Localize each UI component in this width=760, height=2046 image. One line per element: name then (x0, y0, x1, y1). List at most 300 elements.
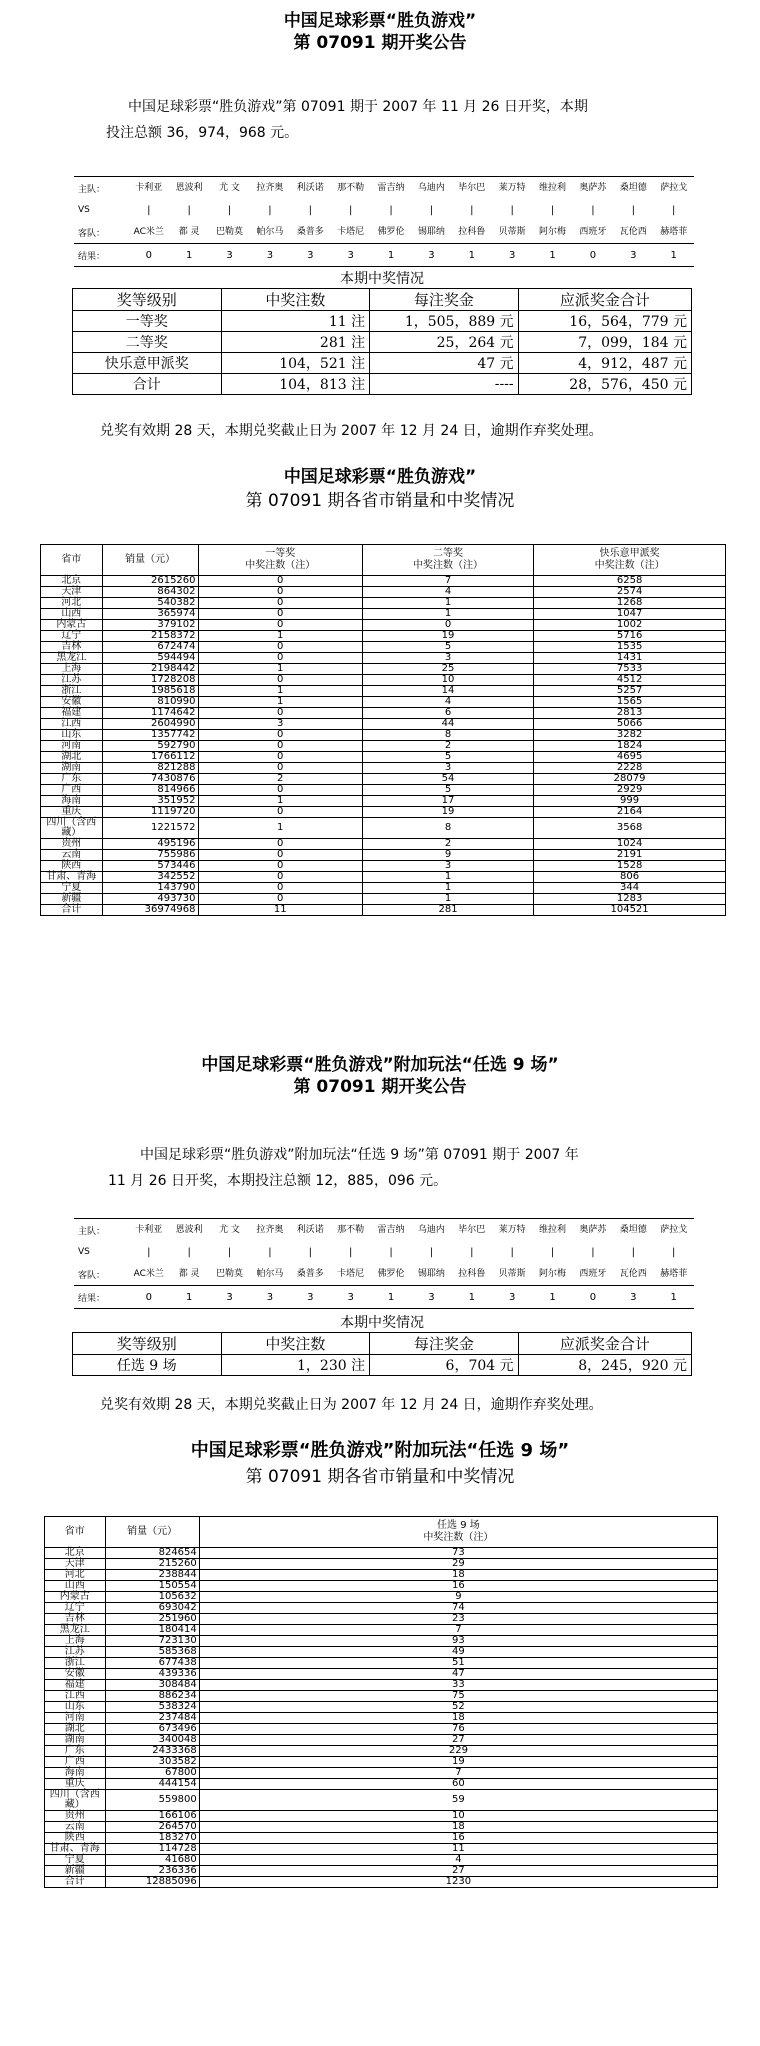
s4-prov-cell: 新疆 (45, 1866, 106, 1877)
s1-home-cell: 乌迪内 (417, 182, 445, 193)
s2-prov-cell: 1221572 (102, 818, 198, 839)
s2-prov-cell: 1 (198, 697, 362, 708)
s2-prov-cell: 天津 (41, 587, 103, 598)
s2-prov-cell: 54 (362, 774, 533, 785)
s4-prov-row (45, 1844, 718, 1855)
s1-home-cell: 桑坦德 (619, 182, 647, 193)
s2-prov-cell: 2198442 (102, 664, 198, 675)
s2-prov-cell: 3568 (534, 818, 726, 839)
s2-prov-row (41, 697, 726, 708)
s3-home-cell: 恩波利 (175, 1224, 203, 1235)
s4-prov-row (45, 1724, 718, 1735)
s2-prov-cell: 0 (198, 850, 362, 861)
s4-prov-row (45, 1691, 718, 1702)
s2-prov-cell: 广西 (41, 785, 103, 796)
s2-prov-row (41, 796, 726, 807)
s1-away-cell: 西班牙 (573, 221, 613, 244)
s1-result-cell: 1 (549, 249, 556, 261)
s3-away-cell: 贝蒂斯 (492, 1263, 532, 1286)
s1-prize-head-cell: 奖等级别 (73, 289, 222, 311)
s4-prov-cell: 150554 (105, 1581, 199, 1592)
s3-vs-cell: | (550, 1246, 555, 1258)
s1-result-cell: 1 (670, 249, 677, 261)
s3-home-cell: 奥萨苏 (579, 1224, 607, 1235)
s4-prov-row (45, 1811, 718, 1822)
s1-away-cell: AC米兰 (129, 221, 169, 244)
s2-prov-cell: 1 (198, 686, 362, 697)
s3-away-cell: 瓦伦西 (613, 1263, 653, 1286)
s4-prov-cell: 673496 (105, 1724, 199, 1735)
s4-prov-row (45, 1855, 718, 1866)
s1-prize-cell: 一等奖 (73, 311, 222, 332)
s4-prov-cell: 74 (199, 1603, 717, 1614)
s2-prov-cell: 0 (198, 839, 362, 850)
s2-prov-cell: 重庆 (41, 807, 103, 818)
s2-prov-cell: 新疆 (41, 894, 103, 905)
s3-vs-cell: | (672, 1246, 676, 1258)
s2-prov-cell: 2164 (534, 807, 726, 818)
s4-prov-cell: 303582 (105, 1757, 199, 1768)
s2-prov-cell: 4512 (534, 675, 726, 686)
s4-prov-cell: 23 (199, 1614, 717, 1625)
s2-prov-cell: 1431 (534, 653, 726, 664)
s4-prov-cell: 49 (199, 1647, 717, 1658)
s1-home-cell: 萨拉戈 (660, 182, 688, 193)
s2-prov-cell: 四川（含西藏） (41, 818, 103, 839)
s4-prov-cell: 重庆 (45, 1779, 106, 1790)
s3-result-cell: 1 (468, 1291, 475, 1303)
s3-vs-cell: | (187, 1246, 191, 1258)
s2-prov-cell: 安徽 (41, 697, 103, 708)
s2-prov-cell: 2 (362, 839, 533, 850)
s3-prize-head-cell: 每注奖金 (370, 1333, 519, 1355)
s2-prov-cell: 814966 (102, 785, 198, 796)
s4-prov-row (45, 1625, 718, 1636)
s3-vs-cell: | (510, 1246, 514, 1258)
s4-prov-cell: 安徽 (45, 1669, 106, 1680)
s4-prov-header (45, 1517, 718, 1548)
s3-result-cell: 3 (508, 1291, 516, 1303)
s2-prov-cell: 3282 (534, 730, 726, 741)
s4-prov-head-cell: 任选 9 场 中奖注数（注） (199, 1517, 717, 1548)
s3-prize-row (73, 1355, 692, 1376)
s2-province-table (40, 544, 726, 916)
s2-prov-row (41, 631, 726, 642)
s2-prov-cell: 672474 (102, 642, 198, 653)
s2-prov-cell: 山西 (41, 609, 103, 620)
s1-prize-row (73, 311, 692, 332)
s3-match-row-away (74, 1263, 694, 1286)
s4-prov-cell: 16 (199, 1833, 717, 1844)
s4-prov-cell: 236336 (105, 1866, 199, 1877)
s3-vs-cell: | (429, 1246, 434, 1258)
s2-prov-cell: 351952 (102, 796, 198, 807)
s4-prov-cell: 693042 (105, 1603, 199, 1614)
s2-prov-cell: 广东 (41, 774, 103, 785)
s2-prov-row (41, 741, 726, 752)
s1-away-cell: 阿尔梅 (532, 221, 572, 244)
s1-prize-row (73, 353, 692, 374)
s3-result-cell: 0 (145, 1291, 152, 1303)
s1-away-cell: 巴勒莫 (209, 221, 249, 244)
s2-prov-row (41, 883, 726, 894)
s2-prov-cell: 2813 (534, 708, 726, 719)
s2-prov-cell: 5066 (534, 719, 726, 730)
s1-prize-cell: 合计 (73, 374, 222, 395)
s1-prize-head-cell: 每注奖金 (370, 289, 519, 311)
s2-prov-row (41, 894, 726, 905)
s2-prov-cell: 0 (198, 653, 362, 664)
s3-home-cell: 萨拉戈 (660, 1224, 688, 1235)
s4-prov-cell: 67800 (105, 1768, 199, 1779)
s4-prov-row (45, 1669, 718, 1680)
s1-result-cell: 0 (145, 249, 152, 261)
s2-prov-row (41, 653, 726, 664)
s4-prov-cell: 18 (199, 1822, 717, 1833)
s2-prov-cell: 吉林 (41, 642, 103, 653)
s4-prov-cell: 海南 (45, 1768, 106, 1779)
s2-prov-cell: 999 (534, 796, 726, 807)
s4-prov-cell: 75 (199, 1691, 717, 1702)
s3-intro-line2: 11 月 26 日开奖，本期投注总额 12，885，096 元。 (108, 1173, 448, 1189)
s4-prov-cell: 7 (199, 1625, 717, 1636)
s2-prov-cell: 143790 (102, 883, 198, 894)
s2-prov-row (41, 719, 726, 730)
s4-prov-cell: 天津 (45, 1559, 106, 1570)
s4-prov-cell: 73 (199, 1548, 717, 1559)
s1-prize-cell: 104，813 注 (221, 374, 370, 395)
s1-prize-cell: 快乐意甲派奖 (73, 353, 222, 374)
s4-prov-row (45, 1603, 718, 1614)
s2-prov-cell: 540382 (102, 598, 198, 609)
s3-vs-cell: | (470, 1246, 474, 1258)
s3-result-cell: 1 (549, 1291, 556, 1303)
s1-vs-cell: | (429, 204, 434, 216)
s3-result-cell: 1 (185, 1291, 193, 1303)
s2-prov-cell: 281 (362, 905, 533, 916)
s2-prov-cell: 1985618 (102, 686, 198, 697)
s3-away-cell: 西班牙 (573, 1263, 613, 1286)
s4-prov-cell: 广东 (45, 1746, 106, 1757)
s2-prov-cell: 1728208 (102, 675, 198, 686)
s1-label-result: 结果： (78, 251, 106, 262)
s1-vs-cell: | (268, 204, 272, 216)
s1-prize-cell: 25，264 元 (370, 332, 519, 353)
s1-away-cell: 赫塔菲 (653, 221, 694, 244)
s1-vs-cell: | (308, 204, 312, 216)
s4-prov-row (45, 1548, 718, 1559)
s4-prov-cell: 宁夏 (45, 1855, 106, 1866)
s3-prize-head-cell: 奖等级别 (73, 1333, 222, 1355)
s2-prov-row (41, 785, 726, 796)
s4-prov-row (45, 1647, 718, 1658)
s4-prov-cell: 2433368 (105, 1746, 199, 1757)
s2-prov-cell: 7 (362, 576, 533, 587)
s2-prov-cell: 4 (362, 697, 533, 708)
s2-prov-cell: 7430876 (102, 774, 198, 785)
s2-prov-cell: 592790 (102, 741, 198, 752)
s4-prov-cell: 浙江 (45, 1658, 106, 1669)
s4-prov-cell: 723130 (105, 1636, 199, 1647)
s2-prov-cell: 1283 (534, 894, 726, 905)
s2-prov-cell: 0 (198, 883, 362, 894)
s2-prov-cell: 0 (198, 598, 362, 609)
s3-note: 兑奖有效期 28 天，本期兑奖截止日为 2007 年 12 月 24 日，逾期作弃奖处理。 (100, 1397, 603, 1413)
s3-label-away: 客队： (74, 1263, 129, 1286)
s2-prov-cell: 5 (362, 642, 533, 653)
s2-prov-cell: 山东 (41, 730, 103, 741)
s2-prov-cell: 0 (362, 620, 533, 631)
s3-prize-cell: 1，230 注 (221, 1355, 370, 1376)
s3-subtitle: 第 07091 期开奖公告 (293, 1077, 467, 1097)
s2-prov-cell: 1824 (534, 741, 726, 752)
s2-prov-row (41, 850, 726, 861)
s2-prov-head-cell: 快乐意甲派奖 中奖注数（注） (534, 545, 726, 576)
s1-prize-cell: 28，576，450 元 (518, 374, 691, 395)
s1-prize-row (73, 332, 692, 353)
s2-prov-cell: 28079 (534, 774, 726, 785)
s3-match-row-result (74, 1286, 694, 1309)
s3-home-cell: 莱万特 (498, 1224, 526, 1235)
s2-prov-cell: 1 (198, 664, 362, 675)
s4-prov-cell: 824654 (105, 1548, 199, 1559)
s2-prov-cell: 17 (362, 796, 533, 807)
s1-away-cell: 佛罗伦 (371, 221, 411, 244)
s3-home-cell: 利沃诺 (296, 1224, 324, 1235)
s2-prov-cell: 浙江 (41, 686, 103, 697)
s3-prize-caption: 本期中奖情况 (340, 1315, 424, 1331)
s3-label-result: 结果： (78, 1293, 106, 1304)
s2-prov-cell: 0 (198, 642, 362, 653)
s2-prov-cell: 0 (198, 861, 362, 872)
s2-prov-row (41, 664, 726, 675)
s2-prov-row (41, 752, 726, 763)
s2-prov-row (41, 598, 726, 609)
s2-prov-cell: 10 (362, 675, 533, 686)
s1-match-row-home (74, 177, 694, 200)
s2-prov-cell: 1 (362, 894, 533, 905)
s4-prov-cell: 105632 (105, 1592, 199, 1603)
s3-home-cell: 桑坦德 (619, 1224, 647, 1235)
s3-result-cell: 3 (307, 1291, 314, 1303)
s2-prov-row (41, 708, 726, 719)
s4-prov-cell: 183270 (105, 1833, 199, 1844)
s4-prov-cell: 51 (199, 1658, 717, 1669)
s2-prov-cell: 14 (362, 686, 533, 697)
s2-prov-cell: 1 (198, 818, 362, 839)
s1-intro-line2: 投注总额 36，974，968 元。 (106, 125, 299, 141)
s2-prov-cell: 3 (198, 719, 362, 730)
s2-prov-cell: 湖北 (41, 752, 103, 763)
s2-prov-cell: 3 (362, 763, 533, 774)
s4-prov-cell: 677438 (105, 1658, 199, 1669)
s2-prov-cell: 辽宁 (41, 631, 103, 642)
s4-prov-cell: 52 (199, 1702, 717, 1713)
s1-result-cell: 1 (468, 249, 475, 261)
s2-prov-cell: 2929 (534, 785, 726, 796)
s1-prize-cell: 4，912，487 元 (518, 353, 691, 374)
s1-title: 中国足球彩票“胜负游戏” (283, 11, 477, 31)
s1-prize-head-cell: 中奖注数 (221, 289, 370, 311)
s1-away-cell: 贝蒂斯 (492, 221, 532, 244)
s2-prov-cell: 2158372 (102, 631, 198, 642)
s1-home-cell: 雷吉纳 (377, 182, 405, 193)
s2-prov-cell: 黑龙江 (41, 653, 103, 664)
s1-prize-caption: 本期中奖情况 (340, 271, 424, 287)
s3-prize-cell: 任选 9 场 (73, 1355, 222, 1376)
s1-away-cell: 拉科鲁 (452, 221, 492, 244)
s3-result-cell: 0 (589, 1291, 597, 1303)
s4-prov-cell: 60 (199, 1779, 717, 1790)
s3-vs-cell: | (631, 1246, 635, 1258)
s4-prov-cell: 27 (199, 1735, 717, 1746)
s2-prov-cell: 44 (362, 719, 533, 730)
s2-prov-cell: 0 (198, 587, 362, 598)
s2-prov-cell: 5716 (534, 631, 726, 642)
s3-away-cell: 佛罗伦 (371, 1263, 411, 1286)
s4-prov-cell: 上海 (45, 1636, 106, 1647)
s3-intro-line1: 中国足球彩票“胜负游戏”附加玩法“任选 9 场”第 07091 期于 2007 年 (140, 1147, 579, 1163)
s4-prov-cell: 山西 (45, 1581, 106, 1592)
s2-prov-row (41, 861, 726, 872)
s2-prov-cell: 1119720 (102, 807, 198, 818)
s4-prov-row (45, 1614, 718, 1625)
s1-home-cell: 维拉利 (538, 182, 566, 193)
s1-result-cell: 3 (347, 249, 354, 261)
s1-home-cell: 那不勒 (337, 182, 365, 193)
s3-away-cell: 拉科鲁 (452, 1263, 492, 1286)
s3-result-cell: 3 (226, 1291, 233, 1303)
s3-away-cell: 卡塔尼 (330, 1263, 370, 1286)
s4-prov-cell: 585368 (105, 1647, 199, 1658)
s4-prov-cell: 河北 (45, 1570, 106, 1581)
s1-prize-cell: 281 注 (221, 332, 370, 353)
s1-result-cell: 3 (428, 249, 435, 261)
s1-away-cell: 帕尔马 (250, 221, 290, 244)
s4-prov-row (45, 1570, 718, 1581)
s3-result-cell: 1 (387, 1291, 395, 1303)
s2-prov-cell: 0 (198, 609, 362, 620)
s1-match-row-away (74, 221, 694, 244)
s3-away-cell: 巴勒莫 (209, 1263, 249, 1286)
s4-prov-cell: 12885096 (105, 1877, 199, 1888)
s2-prov-row (41, 730, 726, 741)
s2-prov-cell: 1174642 (102, 708, 198, 719)
s3-home-cell: 卡利亚 (135, 1224, 163, 1235)
s1-prize-head-cell: 应派奖金合计 (518, 289, 691, 311)
s2-prov-row (41, 686, 726, 697)
s2-prov-row (41, 642, 726, 653)
s1-vs-cell: | (389, 204, 393, 216)
s1-prize-cell: 47 元 (370, 353, 519, 374)
s1-vs-cell: | (550, 204, 555, 216)
s4-prov-cell: 27 (199, 1866, 717, 1877)
s2-prov-cell: 海南 (41, 796, 103, 807)
s2-prov-cell: 福建 (41, 708, 103, 719)
s2-prov-head-cell: 二等奖 中奖注数（注） (362, 545, 533, 576)
s2-prov-cell: 1002 (534, 620, 726, 631)
s4-prov-head-cell: 省市 (45, 1517, 106, 1548)
s4-prov-cell: 114728 (105, 1844, 199, 1855)
s1-prize-table (72, 288, 692, 395)
s2-prov-head-cell: 销量（元） (102, 545, 198, 576)
s2-prov-cell: 5 (362, 752, 533, 763)
s2-prov-cell: 1528 (534, 861, 726, 872)
s1-prize-cell: ---- (370, 374, 519, 395)
s2-prov-cell: 1268 (534, 598, 726, 609)
s1-away-cell: 都 灵 (169, 221, 209, 244)
s4-prov-cell: 广西 (45, 1757, 106, 1768)
s2-prov-cell: 上海 (41, 664, 103, 675)
s3-title: 中国足球彩票“胜负游戏”附加玩法“任选 9 场” (201, 1055, 559, 1075)
s2-prov-cell: 594494 (102, 653, 198, 664)
s1-prize-cell: 1，505，889 元 (370, 311, 519, 332)
s1-result-cell: 3 (307, 249, 314, 261)
s4-prov-cell: 4 (199, 1855, 717, 1866)
s2-prov-cell: 342552 (102, 872, 198, 883)
s4-prov-cell: 9 (199, 1592, 717, 1603)
s2-title: 中国足球彩票“胜负游戏” (283, 467, 477, 487)
s4-prov-cell: 59 (199, 1790, 717, 1811)
s4-prov-cell: 47 (199, 1669, 717, 1680)
s2-prov-cell: 2191 (534, 850, 726, 861)
s4-prov-cell: 云南 (45, 1822, 106, 1833)
s2-prov-row (41, 818, 726, 839)
s2-prov-cell: 379102 (102, 620, 198, 631)
s2-prov-cell: 云南 (41, 850, 103, 861)
s1-label-away: 客队： (74, 221, 129, 244)
s4-prov-cell: 湖北 (45, 1724, 106, 1735)
s2-prov-cell: 3 (362, 653, 533, 664)
s4-prov-cell: 439336 (105, 1669, 199, 1680)
s4-prov-cell: 江苏 (45, 1647, 106, 1658)
s4-prov-cell: 886234 (105, 1691, 199, 1702)
s4-prov-cell: 180414 (105, 1625, 199, 1636)
s2-prov-row (41, 774, 726, 785)
s1-home-cell: 卡利亚 (135, 182, 163, 193)
s2-prov-cell: 4695 (534, 752, 726, 763)
s2-prov-cell: 北京 (41, 576, 103, 587)
s1-prize-cell: 11 注 (221, 311, 370, 332)
s2-prov-header (41, 545, 726, 576)
s3-label-home: 主队： (78, 1226, 106, 1237)
s2-prov-cell: 0 (198, 620, 362, 631)
s4-prov-cell: 10 (199, 1811, 717, 1822)
s4-prov-cell: 河南 (45, 1713, 106, 1724)
s1-label-vs: VS (78, 205, 90, 215)
s3-away-cell: 都 灵 (169, 1263, 209, 1286)
s4-prov-cell: 贵州 (45, 1811, 106, 1822)
s2-prov-cell: 0 (198, 708, 362, 719)
s3-prize-table (72, 1332, 692, 1376)
s4-prov-cell: 538324 (105, 1702, 199, 1713)
s2-prov-cell: 0 (198, 730, 362, 741)
s3-result-cell: 1 (670, 1291, 677, 1303)
s4-prov-cell: 19 (199, 1757, 717, 1768)
s4-prov-row (45, 1877, 718, 1888)
s2-prov-cell: 0 (198, 576, 362, 587)
s4-prov-row (45, 1581, 718, 1592)
s2-subtitle: 第 07091 期各省市销量和中奖情况 (245, 491, 515, 511)
s1-match-row-result (74, 244, 694, 267)
s4-prov-row (45, 1702, 718, 1713)
s2-prov-cell: 2604990 (102, 719, 198, 730)
s2-prov-cell: 573446 (102, 861, 198, 872)
s4-prov-cell: 黑龙江 (45, 1625, 106, 1636)
s1-subtitle: 第 07091 期开奖公告 (293, 33, 467, 53)
s4-prov-cell: 444154 (105, 1779, 199, 1790)
s2-prov-cell: 25 (362, 664, 533, 675)
